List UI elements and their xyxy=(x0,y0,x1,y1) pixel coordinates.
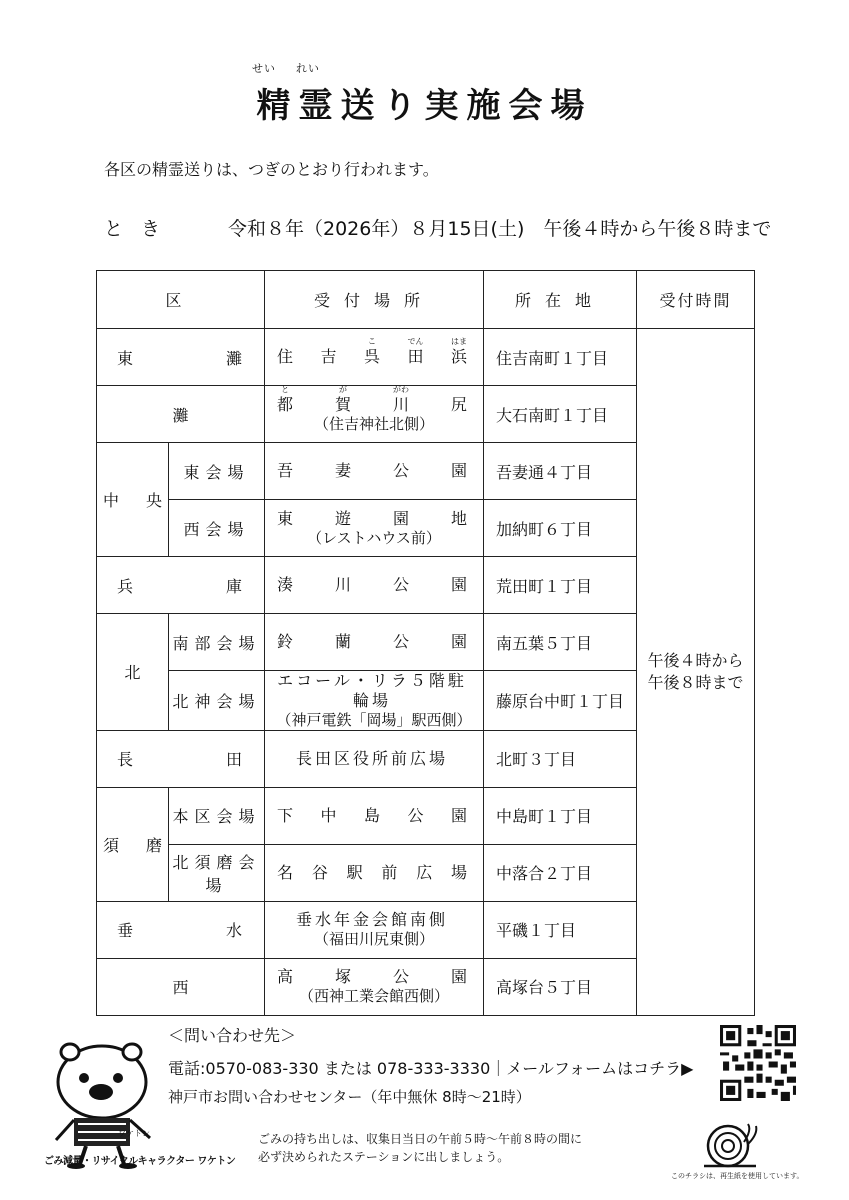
venue-char: 高 xyxy=(277,967,294,987)
venue-char: 公 xyxy=(407,805,424,825)
ward-char: 磨 xyxy=(145,835,162,855)
venue-cell xyxy=(265,614,484,671)
venue-char: 妻 xyxy=(335,461,352,480)
venue-table xyxy=(96,270,755,1016)
address-cell: 南五葉５丁目 xyxy=(484,614,637,671)
sub-venue-label: 東会場 xyxy=(169,443,265,500)
venue-char: 名 xyxy=(277,862,294,882)
ward-char: 灘 xyxy=(226,348,243,368)
garbage-note-line1: ごみの持ち出しは、収集日当日の午前５時～午前８時の間に xyxy=(258,1132,583,1146)
venue-char: 公 xyxy=(392,632,409,651)
venue-char: 都 と xyxy=(277,384,294,414)
venue-char: 谷 xyxy=(311,862,328,882)
venue-char: 公 xyxy=(392,575,409,594)
date-value: 令和８年（2026年）８月15日(土) 午後４時から午後８時まで xyxy=(228,218,772,240)
furigana: でん xyxy=(407,337,424,346)
address-cell: 加納町６丁目 xyxy=(484,500,637,557)
ward-char: 田 xyxy=(226,750,243,770)
sub-venue-label: 西会場 xyxy=(169,500,265,557)
header-venue: 受付場所 xyxy=(265,271,484,329)
intro-text: 各区の精霊送りは、つぎのとおり行われます。 xyxy=(104,160,439,179)
venue-char: 賀 が xyxy=(335,384,352,414)
furigana: はま xyxy=(450,337,467,346)
venue-cell xyxy=(265,500,484,557)
ward-cell xyxy=(97,901,265,958)
venue-note: （西神工業会館西側） xyxy=(299,987,450,1006)
venue-char: 地 xyxy=(450,508,467,528)
venue-char: 前 xyxy=(381,862,398,882)
venue-char: 園 xyxy=(450,461,467,480)
recycle-snail-icon xyxy=(700,1120,760,1172)
address-cell: 荒田町１丁目 xyxy=(484,557,637,614)
venue-char: 中 xyxy=(320,805,337,825)
garbage-note xyxy=(258,1130,582,1166)
venue-char: 尻 xyxy=(450,394,467,414)
venue-char: 遊 xyxy=(335,508,352,528)
ward-char: 灘 xyxy=(172,405,189,425)
sub-venue-label: 南部会場 xyxy=(169,614,265,671)
ward-cell xyxy=(97,614,169,731)
table-header-row xyxy=(97,271,755,329)
ward-char: 北 xyxy=(124,663,141,683)
venue-char: 住 xyxy=(277,347,294,366)
ward-char: 央 xyxy=(145,491,162,510)
ward-char: 垂 xyxy=(117,921,134,941)
hours-cell xyxy=(637,329,755,1016)
venue-text: エコール・リラ５階駐輪場 xyxy=(277,671,467,710)
venue-char: 東 xyxy=(277,508,294,528)
header-ward: 区 xyxy=(97,271,265,329)
venue-char: 公 xyxy=(392,967,409,987)
address-cell: 吾妻通４丁目 xyxy=(484,443,637,500)
venue-cell xyxy=(265,671,484,731)
address-cell: 中島町１丁目 xyxy=(484,787,637,844)
venue-char: 川 がわ xyxy=(392,384,409,414)
venue-char: 園 xyxy=(450,575,467,594)
ward-cell xyxy=(97,787,169,901)
ward-char: 水 xyxy=(226,921,243,941)
venue-char: 広 xyxy=(416,862,433,882)
ward-cell xyxy=(97,730,265,787)
address-cell: 中落合２丁目 xyxy=(484,844,637,901)
venue-char: 島 xyxy=(363,805,380,825)
address-cell: 北町３丁目 xyxy=(484,730,637,787)
venue-note: （レストハウス前） xyxy=(307,528,441,547)
venue-cell xyxy=(265,386,484,443)
furigana: がわ xyxy=(392,384,409,394)
address-cell: 藤原台中町１丁目 xyxy=(484,671,637,731)
hours-line1: 午後４時から xyxy=(647,651,744,671)
venue-cell xyxy=(265,329,484,386)
ward-char: 中 xyxy=(103,491,120,510)
venue-note: （福田川尻東側） xyxy=(314,930,435,949)
ward-char: 東 xyxy=(117,348,134,368)
venue-char: 場 xyxy=(451,862,468,882)
ward-char: 西 xyxy=(172,978,189,998)
ward-cell xyxy=(97,958,265,1015)
venue-char: 下 xyxy=(277,805,294,825)
ward-cell xyxy=(97,557,265,614)
title-furigana-rei: れい xyxy=(296,62,320,75)
venue-char: 塚 xyxy=(335,967,352,987)
venue-cell xyxy=(265,958,484,1015)
recycled-paper-note: このチラシは、再生紙を使用しています。 xyxy=(671,1172,804,1180)
date-label: とき xyxy=(104,218,179,240)
table-row xyxy=(97,329,755,386)
ward-char: 庫 xyxy=(226,576,243,596)
sub-venue-label: 北神会場 xyxy=(169,671,265,731)
ward-cell xyxy=(97,329,265,386)
ward-char: 兵 xyxy=(117,576,134,596)
venue-char: 川 xyxy=(335,575,352,594)
venue-note: （住吉神社北側） xyxy=(314,414,435,433)
venue-note: （神戸電鉄「岡場」駅西側） xyxy=(276,711,472,729)
venue-char: 田 でん xyxy=(407,337,424,366)
sub-venue-label: 本区会場 xyxy=(169,787,265,844)
contact-title: ＜問い合わせ先＞ xyxy=(168,1026,297,1045)
hours-line2: 午後８時まで xyxy=(647,672,744,692)
venue-cell xyxy=(265,787,484,844)
venue-char: 鈴 xyxy=(277,632,294,651)
venue-char: 園 xyxy=(450,632,467,651)
ward-cell xyxy=(97,443,169,557)
header-address: 所在地 xyxy=(484,271,637,329)
venue-cell xyxy=(265,844,484,901)
furigana: が xyxy=(339,384,347,394)
venue-char: 吾 xyxy=(277,461,294,480)
venue-cell xyxy=(265,557,484,614)
venue-char: 呉 こ xyxy=(363,337,380,366)
venue-text: 垂水年金会館南側 xyxy=(296,910,449,930)
title-furigana-sei: せい xyxy=(252,62,276,75)
qr-code-icon[interactable] xyxy=(720,1025,796,1101)
address-cell: 高塚台５丁目 xyxy=(484,958,637,1015)
garbage-note-line2: 必ず決められたステーションに出しましょう。 xyxy=(258,1150,510,1164)
furigana: と xyxy=(281,384,290,394)
venue-cell xyxy=(265,730,484,787)
venue-char: 園 xyxy=(450,805,467,825)
address-cell: 住吉南町１丁目 xyxy=(484,329,637,386)
page-title: 精霊送り実施会場 xyxy=(256,86,593,126)
furigana: こ xyxy=(367,337,376,346)
venue-text: 長田区役所前広場 xyxy=(296,748,449,768)
venue-char: 園 xyxy=(450,967,467,987)
mascot-wraketon-icon xyxy=(44,1040,164,1170)
mascot-caption: ごみ減量・リサイクルキャラクター ワケトン xyxy=(44,1156,236,1167)
address-cell: 大石南町１丁目 xyxy=(484,386,637,443)
venue-char: 蘭 xyxy=(335,632,352,651)
contact-phone[interactable]: 電話:0570-083-330 または 078-333-3330｜メールフォームはコチラ▶ xyxy=(168,1059,694,1078)
contact-center: 神戸市お問い合わせセンター（年中無休 8時～21時） xyxy=(168,1088,531,1106)
venue-char: 吉 xyxy=(320,347,337,366)
venue-char: 公 xyxy=(392,461,409,480)
venue-char: 浜 はま xyxy=(450,337,467,366)
ward-cell xyxy=(97,386,265,443)
venue-cell xyxy=(265,443,484,500)
header-hours: 受付時間 xyxy=(637,271,755,329)
sub-venue-label: 北須磨会場 xyxy=(169,844,265,901)
ward-char: 須 xyxy=(103,835,120,855)
venue-char: 湊 xyxy=(277,575,294,594)
venue-char: 園 xyxy=(392,508,409,528)
address-cell: 平磯１丁目 xyxy=(484,901,637,958)
ward-char: 長 xyxy=(117,750,134,770)
mascot-name-tag: ワケトン xyxy=(118,1129,150,1138)
venue-char: 駅 xyxy=(346,862,363,882)
venue-cell xyxy=(265,901,484,958)
